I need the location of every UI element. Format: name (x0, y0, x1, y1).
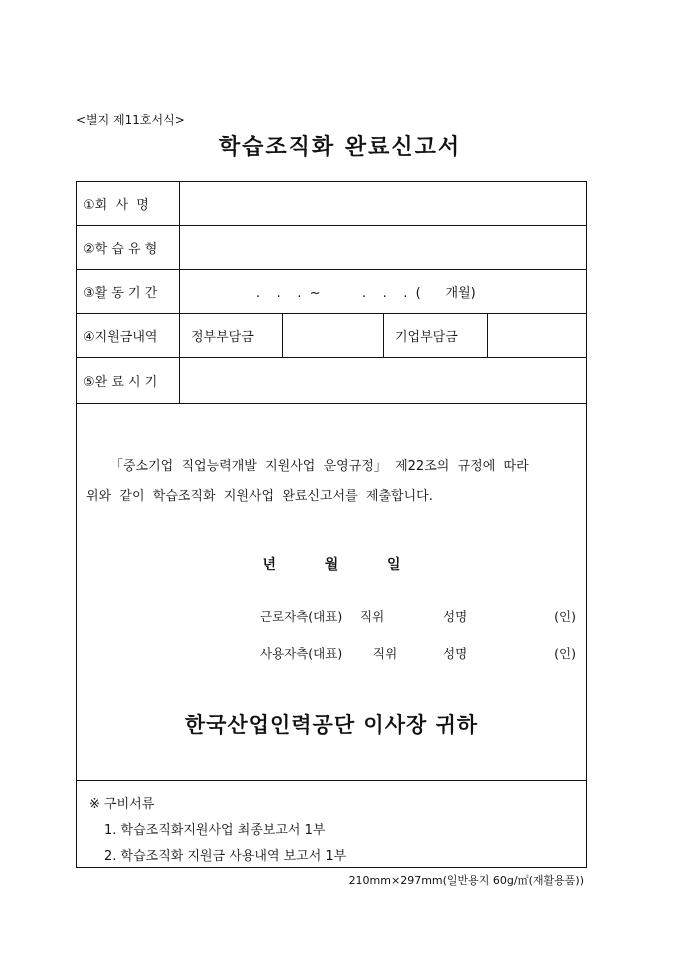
company-name-field[interactable] (180, 182, 586, 225)
declaration-line-1: 「중소기업 직업능력개발 지원사업 운영규정」 제22조의 규정에 따라 (110, 459, 529, 474)
completion-time-field[interactable] (180, 358, 586, 403)
signature-seal[interactable]: (인) (554, 646, 576, 661)
document-title: 학습조직화 완료신고서 (218, 134, 462, 160)
declaration-line-2: 위와 같이 학습조직화 지원사업 완료신고서를 제출합니다. (86, 489, 433, 504)
row-learning-type (77, 226, 586, 270)
row-company-name (77, 182, 586, 226)
signature-employer (260, 644, 576, 662)
government-share-field[interactable] (283, 314, 383, 357)
recipient: 한국산업인력공단 이사장 귀하 (184, 712, 479, 737)
form-frame (76, 181, 587, 868)
attachment-item: 1. 학습조직화지원사업 최종보고서 1부 (104, 823, 326, 838)
signature-seal[interactable]: (인) (554, 609, 576, 624)
row-completion-time (77, 358, 586, 404)
company-share-field[interactable] (488, 314, 586, 357)
attachments-divider (77, 780, 586, 781)
company-name-label: ①회 사 명 (77, 182, 180, 225)
signature-role: 사용자측(대표) (260, 646, 343, 661)
paper-spec: 210mm×297mm(일반용지 60g/㎡(재활용품)) (348, 874, 584, 887)
support-amount-label: ④지원금내역 (77, 314, 180, 357)
learning-type-label: ②학 습 유 형 (77, 226, 180, 269)
attachment-item: 2. 학습조직화 지원금 사용내역 보고서 1부 (104, 849, 347, 864)
learning-type-field[interactable] (180, 226, 586, 269)
signature-worker (260, 607, 576, 625)
signature-name: 성명 (443, 646, 468, 661)
row-activity-period (77, 270, 586, 314)
activity-period-field[interactable]: . . . ~ . . . ( 개월) (256, 286, 476, 301)
signature-position: 직위 (360, 609, 385, 624)
form-number: <별지 제11호서식> (76, 113, 185, 127)
company-share-label: 기업부담금 (395, 330, 458, 345)
signature-role: 근로자측(대표) (260, 609, 343, 624)
activity-period-label: ③활 동 기 간 (77, 270, 180, 313)
signature-position: 직위 (373, 646, 398, 661)
attachments-title: ※ 구비서류 (89, 797, 155, 812)
government-share-label: 정부부담금 (191, 330, 254, 345)
date-line: 년 월 일 (262, 557, 401, 573)
row-support-amount (77, 314, 586, 358)
divider (383, 314, 384, 357)
signature-name: 성명 (443, 609, 468, 624)
declaration (86, 452, 574, 512)
completion-time-label: ⑤완 료 시 기 (77, 358, 180, 403)
